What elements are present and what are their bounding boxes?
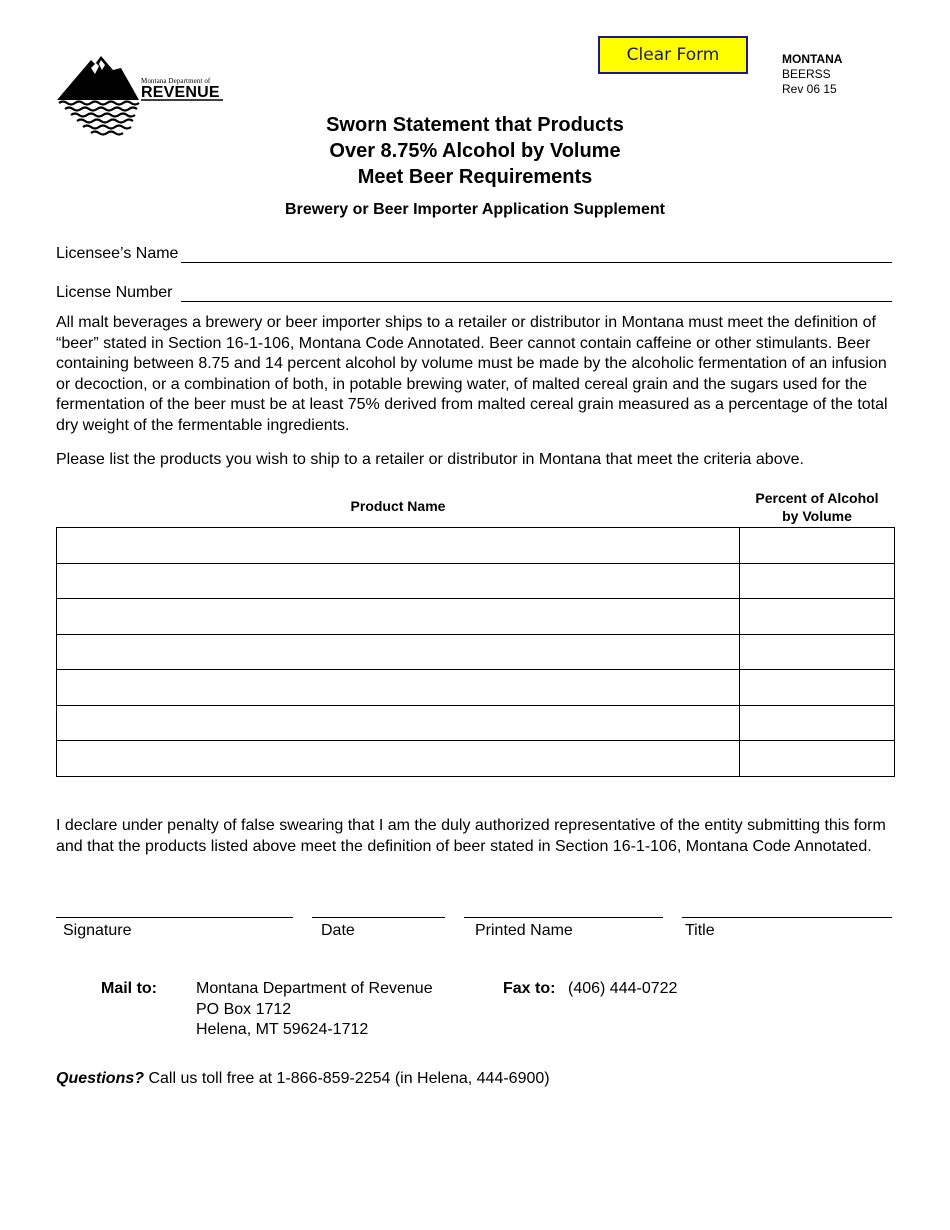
mail-line-2: PO Box 1712 [196,1000,292,1018]
date-label: Date [321,922,355,939]
form-id [782,52,842,97]
product-name-cell[interactable] [57,634,740,670]
questions-text: Call us toll free at 1-866-859-2254 (in Helena, 444-6900) [144,1070,550,1087]
table-row [57,599,895,635]
percent-header-line-1: Percent of Alcohol [755,490,879,506]
percent-cell[interactable] [740,741,895,777]
logo-subtitle: Montana Department of [141,77,211,85]
title-field[interactable] [682,903,892,918]
product-name-header: Product Name [350,498,446,514]
printed-name-label: Printed Name [475,922,573,939]
form-code: BEERSS [782,67,831,81]
list-instruction: Please list the products you wish to ship to a retailer or distributor in Montana that meet the criteria above. [56,451,804,468]
signature-label: Signature [63,922,132,939]
license-number-label: License Number [56,284,173,301]
mail-line-1: Montana Department of Revenue [196,980,433,997]
table-row [57,634,895,670]
licensee-name-field[interactable] [181,244,892,263]
form-revision: Rev 06 15 [782,82,837,96]
mail-address [196,979,433,1041]
licensee-name-label: Licensee’s Name [56,245,179,262]
product-name-cell[interactable] [57,563,740,599]
percent-header-line-2: by Volume [782,508,852,524]
page-title [0,112,950,190]
intro-paragraph: All malt beverages a brewery or beer importer ships to a retailer or distributor in Montana must meet the definition of “beer” stated in Section 16-1-106, Montana Code Annotated. Beer cannot contain caffeine or other stimulants. Beer containing between 8.75 and 14 percent alcohol by volume must be made by the alcoholic fermentation of an infusion or decoction, or a combination of both, in potable brewing water, of malted cereal grain and the sugars used for the fermentation of the beer must be at least 75% derived from malted cereal grain measured as a percentage of the total dry weight of the fermentable ingredients. [56,314,888,434]
title-label: Title [685,922,715,939]
product-name-cell[interactable] [57,528,740,564]
title-line-2: Over 8.75% Alcohol by Volume [329,140,621,162]
title-line-3: Meet Beer Requirements [357,166,593,188]
percent-cell[interactable] [740,705,895,741]
mail-to-label: Mail to: [101,980,157,997]
fax-to-label: Fax to: [503,980,556,997]
licensee-name-row [56,244,892,263]
percent-alcohol-header [740,489,894,525]
questions-label: Questions? [56,1070,145,1087]
printed-name-field[interactable] [464,903,663,918]
table-row [57,705,895,741]
form-state: MONTANA [782,52,843,66]
percent-cell[interactable] [740,670,895,706]
percent-cell[interactable] [740,563,895,599]
product-name-cell[interactable] [57,741,740,777]
table-row [57,670,895,706]
product-name-cell[interactable] [57,599,740,635]
products-table [56,527,895,777]
table-row [57,528,895,564]
date-field[interactable] [312,903,445,918]
percent-cell[interactable] [740,634,895,670]
signature-field[interactable] [56,903,293,918]
fax-number: (406) 444-0722 [568,980,678,997]
license-number-field[interactable] [181,283,893,302]
page-subtitle: Brewery or Beer Importer Application Supplement [285,201,665,218]
percent-cell[interactable] [740,528,895,564]
table-row [57,741,895,777]
declaration-paragraph: I declare under penalty of false swearing that I am the duly authorized representative of the entity submitting this form and that the products listed above meet the definition of beer stated in Section 16-1-106, Montana Code Annotated. [56,817,886,855]
percent-cell[interactable] [740,599,895,635]
clear-form-button[interactable]: Clear Form [598,36,748,74]
logo-title: REVENUE [141,84,220,101]
title-line-1: Sworn Statement that Products [326,114,624,136]
product-name-cell[interactable] [57,705,740,741]
questions-line [56,1069,550,1090]
mail-line-3: Helena, MT 59624-1712 [196,1021,369,1038]
table-row [57,563,895,599]
license-number-row [56,283,892,302]
product-name-cell[interactable] [57,670,740,706]
